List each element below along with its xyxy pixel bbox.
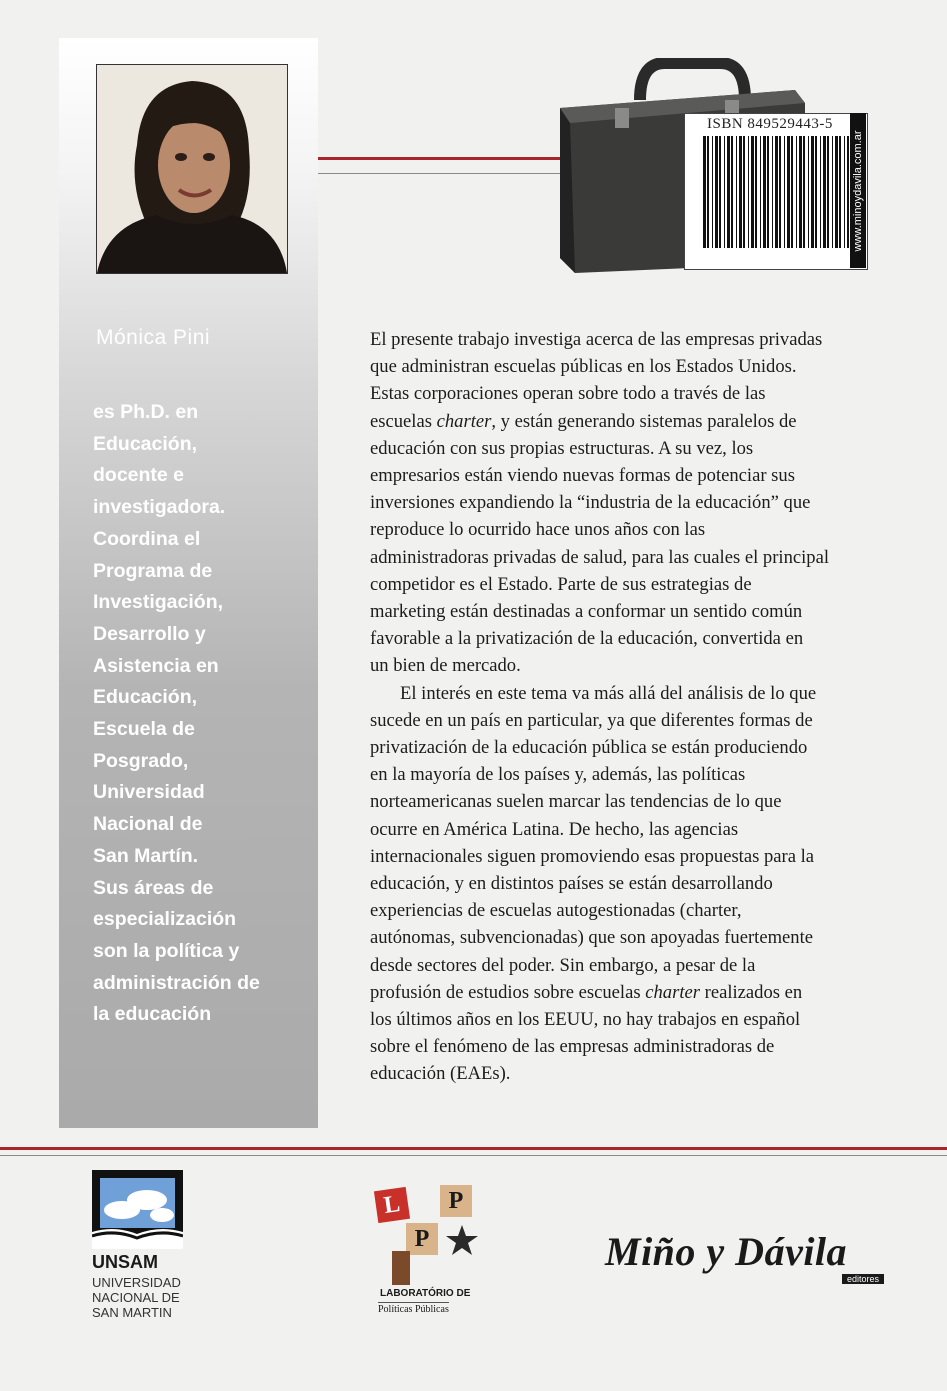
lpp-letter: P [406,1223,438,1255]
barcode-bar [703,136,706,248]
barcode-bar [835,136,838,248]
synopsis-line: un bien de mercado. [370,655,521,677]
bio-line: Universidad [93,781,205,804]
barcode-bar [739,136,742,248]
text-segment: profusión de estudios sobre escuelas [370,981,646,1003]
unsam-book-icon [92,1170,183,1249]
lpp-bar [392,1251,410,1285]
synopsis-line: favorable a la privatización de la educación, convertida en [370,628,804,650]
text-segment: realizados en [699,981,803,1003]
synopsis-line: educación, y en distintos países se están desarrollando [370,873,773,895]
bio-line: Sus áreas de [93,876,214,899]
barcode-bar [815,136,817,248]
barcode-bar [823,136,826,248]
barcode-bar [811,136,814,248]
barcode-bar [763,136,766,248]
bio-line: es Ph.D. en [93,401,199,423]
bio-line: la educación [93,1003,212,1026]
barcode-bar [820,136,821,248]
bio-line: Desarrollo y [93,622,206,645]
bio-line: especialización [93,908,237,931]
unsam-sub-line: NACIONAL DE [92,1290,180,1305]
barcode-bar [847,136,849,248]
synopsis-line: privatización de la educación pública se están produciendo [370,737,808,759]
synopsis-line: internacionales siguen promoviendo esas propuestas para la [370,845,815,867]
barcode-bar [808,136,809,248]
author-name: Mónica Pini [96,326,211,349]
synopsis-line: educación (EAEs). [370,1063,511,1085]
synopsis-line: los últimos años en los EEUU, no hay trabajos en español [370,1009,801,1031]
text-segment: escuelas [370,410,437,432]
synopsis-line: norteamericanas suelen marcar las tendencias de lo que [370,791,782,813]
barcode-bar [724,136,725,248]
barcode-bar [760,136,761,248]
star-icon [444,1223,480,1257]
barcode-bar [755,136,757,248]
synopsis-line: Estas corporaciones operan sobre todo a través de las [370,383,766,405]
barcode-bar [827,136,829,248]
italic-term: charter [645,981,700,1003]
barcode-bar [743,136,745,248]
synopsis-line: empresarios están viendo nuevas formas de potenciar sus [370,465,795,487]
bio-line: Coordina el [93,527,201,550]
bio-line: docente e [93,464,185,487]
bio-line: Educación, [93,686,198,709]
synopsis-text [370,326,890,1088]
synopsis-line: El presente trabajo investiga acerca de las empresas privadas [370,329,823,350]
synopsis-line: marketing están destinadas a conformar un sentido común [370,601,803,623]
barcode-bar [791,136,793,248]
synopsis-line: desde sectores del poder. Sin embargo, a pesar de la [370,954,756,976]
barcode-bar [839,136,841,248]
synopsis-line: autónomas, subvencionadas) que son apoyadas fuertemente [370,927,814,949]
synopsis-line: sobre el fenómeno de las empresas administradoras de [370,1036,775,1058]
bio-line: Investigación, [93,591,224,614]
bio-line: Posgrado, [93,749,189,772]
bio-line: Educación, [93,432,198,455]
author-bio [93,397,308,1031]
text-segment: , y están generando sistemas paralelos de [491,410,797,432]
synopsis-line: en la mayoría de los países y, además, las políticas [370,764,746,786]
author-photo [96,64,288,274]
synopsis-line [370,408,890,435]
unsam-sub-line: SAN MARTIN [92,1305,172,1320]
bio-line: administración de [93,971,260,994]
lpp-logo [372,1185,497,1321]
barcode-bar [779,136,781,248]
synopsis-line: El interés en este tema va más allá del análisis de lo que [400,682,817,704]
barcode-bar [719,136,721,248]
unsam-subtitle [92,1275,183,1320]
isbn-barcode-box [684,113,868,270]
bio-line: Nacional de [93,813,203,836]
barcode-bar [772,136,773,248]
barcode-bar [707,136,709,248]
barcode-bar [832,136,833,248]
barcode-icon [703,136,849,248]
publisher-logo [605,1228,890,1290]
publisher-name: Miño y Dávila [605,1229,848,1274]
barcode-bar [787,136,790,248]
synopsis-line: competidor es el Estado. Parte de sus estrategias de [370,573,752,595]
synopsis-line [370,979,890,1006]
barcode-bar [748,136,749,248]
synopsis-line: reproduce lo ocurrido hace unos años con las [370,519,706,541]
bottom-red-rule [0,1147,947,1150]
synopsis-line: educación con sus propias estructuras. A su vez, los [370,437,754,459]
bottom-grey-rule [0,1155,947,1156]
lpp-letter: P [440,1185,472,1217]
isbn-number: ISBN 849529443-5 [707,116,833,132]
synopsis-line: que administran escuelas públicas en los Estados Unidos. [370,356,797,378]
barcode-bar [784,136,785,248]
synopsis-line: sucede en un país en particular, ya que diferentes formas de [370,709,813,731]
lpp-letter: L [374,1187,410,1223]
lpp-line1: LABORATÓRIO DE [380,1288,471,1299]
bio-line: Programa de [93,559,213,582]
bio-line: San Martín. [93,844,199,867]
barcode-bar [736,136,737,248]
barcode-bar [844,136,845,248]
barcode-bar [803,136,805,248]
unsam-sub-line: UNIVERSIDAD [92,1275,181,1290]
bio-line: Asistencia en [93,654,219,677]
italic-term: charter [436,410,492,432]
barcode-bar [731,136,733,248]
publisher-tag: editores [842,1274,884,1284]
barcode-bar [767,136,769,248]
barcode-bar [751,136,754,248]
bio-line: investigadora. [93,496,226,519]
synopsis-line: experiencias de escuelas autogestionadas (charter, [370,900,742,922]
synopsis-line: ocurre en América Latina. De hecho, las agencias [370,818,739,840]
unsam-title: UNSAM [92,1252,158,1272]
publisher-url: www.minoydavila.com.ar [852,130,864,252]
barcode-bar [727,136,730,248]
unsam-logo [92,1170,183,1320]
bio-line: son la política y [93,939,240,962]
barcode-bar [715,136,718,248]
barcode-bar [712,136,713,248]
synopsis-line: administradoras privadas de salud, para las cuales el principal [370,546,829,568]
bio-line: Escuela de [93,718,195,741]
barcode-bar [775,136,778,248]
barcode-bar [799,136,802,248]
lpp-line2: Políticas Públicas [378,1304,449,1315]
synopsis-line: inversiones expandiendo la “industria de la educación” que [370,492,811,514]
barcode-bar [796,136,797,248]
